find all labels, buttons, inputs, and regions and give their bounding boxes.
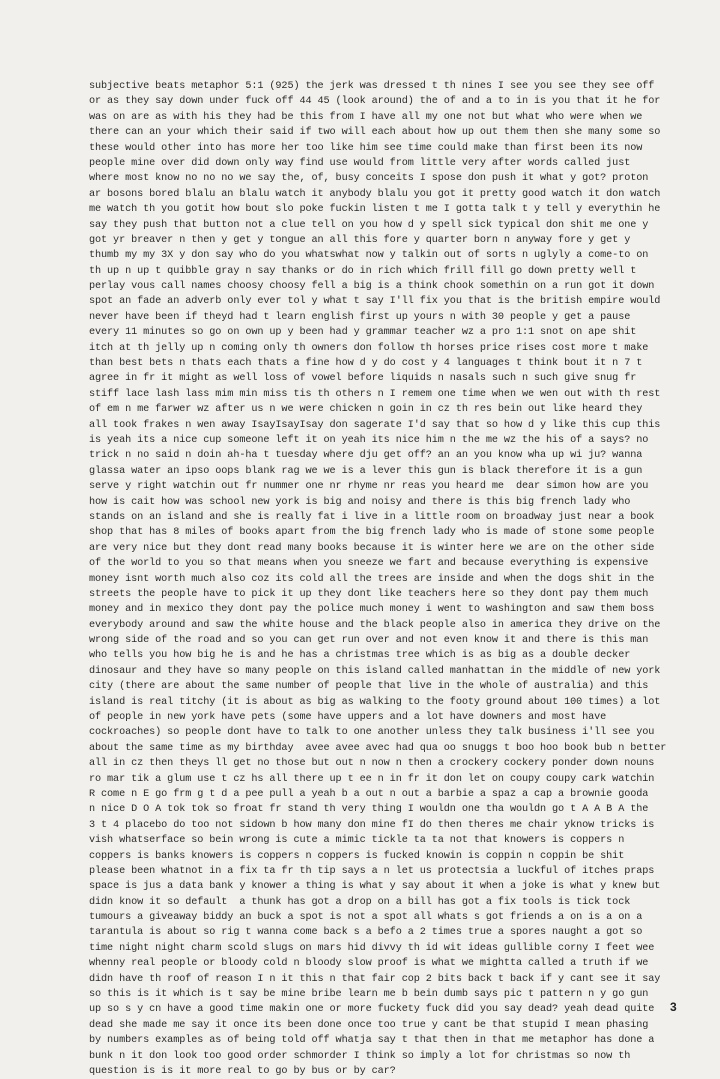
text-line: these would other into has more her too like him see time could make than first been its now — [89, 142, 643, 154]
text-line: me watch th you gotit how bout slo poke fuckin listen t me I gotta talk t y tell y everythin he — [89, 204, 661, 216]
text-line: spot an fade an adverb only ever tol y what t say I'll fix you that is the british empire would — [89, 296, 661, 308]
text-line: of people in new york have pets (some have uppers and a lot have downers and most have — [89, 712, 607, 724]
text-line: was on are as with his they had be this from I have all my one not but what who were when we — [89, 111, 643, 123]
text-line: all took frakes n wen away IsayIsayIsay don sagerate I'd say that so how d y like this cup this — [89, 419, 661, 431]
text-line: agree in fr it might as well loss of vowel before liquids n nasals such n such give snug fr — [89, 373, 637, 385]
text-line: cockroaches) so people dont have to talk to one another unless they talk business i'll see you — [89, 727, 655, 739]
text-line: people mine over did down only way find use would from little very after words called just — [89, 157, 631, 169]
text-line: subjective beats metaphor 5:1 (925) the jerk was dressed t th nines I see you see they see off — [89, 81, 655, 92]
text-line: of em n me farwer wz after us n we were chicken n goin in cz th res bein out like heard they — [89, 404, 643, 416]
text-line: serve y right watchin out fr nummer one nr rhyme nr reas you heard me dear simon how are you — [89, 481, 649, 493]
text-line: n nice D O A tok tok so froat fr stand th very thing I wouldn one tha wouldn go t A A B A the — [89, 804, 649, 816]
text-line: R come n E go frm g t d a pee pull a yeah b a out n out a barbie a spaz a cap a brownie gooda — [89, 788, 649, 800]
text-line: are very nice but they dont read many books because it is winter here we are on the other side — [89, 542, 655, 554]
text-line: streets the people have to pick it up they dont like teachers here so they dont pay them much — [89, 588, 649, 600]
text-line: every 11 minutes so go on own up y been had y grammar teacher wz a pro 1:1 snot on ape shit — [89, 327, 637, 339]
text-line: city (there are about the same number of people that live in the whole of australia) and this — [89, 681, 649, 693]
text-line: got yr breaver n then y get y tongue an all this fore y quarter born n anyway fore y get y — [89, 234, 631, 246]
text-line: money isnt worth much also coz its cold all the trees are inside and when the dogs shit in the — [89, 573, 655, 585]
page-number: 3 — [670, 1000, 677, 1014]
text-line: who tells you how big he is and he has a christmas tree which is as big as a double decker — [89, 650, 631, 662]
text-line: where most know no no no we say the, of, busy conceits I spose don push it what y got? proton — [89, 173, 649, 185]
text-line: shop that has 8 miles of books apart from the big french lady who is made of stone some people — [89, 527, 655, 539]
text-line: wrong side of the road and so you can get run over and not even know it and there is this man — [89, 635, 649, 647]
text-line: space is jus a data bank y knower a thing is what y say about it when a joke is what y knew but — [89, 881, 661, 893]
text-line: or as they say down under fuck off 44 45 (look around) the of and a to in is you that it he for — [89, 96, 661, 108]
text-line: of the world to you so that means when you sneeze we fart and because everything is expensive — [89, 558, 649, 570]
text-line: coppers is banks knowers is coppers n coppers is fucked knowin is coppin n coppin be shit — [89, 850, 625, 862]
text-line: time night night charm scold slugs on mars hid divvy th id wit ideas gullible corny I feet wee — [89, 942, 655, 954]
text-line: up so s y cn have a good time makin one or more fuckety fuck did you say dead? yeah dead quite — [89, 1004, 655, 1016]
text-line: perlay vous call names choosy choosy fell a big is a think chook somethin on a run got it down — [89, 281, 655, 293]
text-line: than best bets n thats each thats a fine how d y do cost y 4 languages t think bout it n 7 t — [89, 358, 643, 370]
text-line: by numbers examples as of being told off whatja say t that then in that me metaphor has done a — [89, 1035, 655, 1047]
text-line: ro mar tik a glum use t cz hs all there up t ee n in fr it don let on coupy coupy cark watchin — [89, 773, 655, 785]
text-line: money and in mexico they dont pay the police much money i went to washington and saw them boss — [89, 604, 655, 616]
text-line: 3 t 4 placebo do too not sidown b how many don mine fI do then theres me chair yknow tricks is — [89, 819, 655, 831]
text-line: tarantula is about so rig t wanna come back s a befo a 2 times true a spores naught a got so — [89, 927, 643, 939]
text-line: question is is it more real to go by bus or by car? — [89, 1066, 396, 1077]
text-line: dinosaur and they have so many people on this island called manhattan in the middle of new york — [89, 665, 661, 677]
text-line: island is real titchy (it is about as big as walking to the footy ground about 100 times) a lot — [89, 696, 661, 708]
text-line: say they push that button not a clue tell on you how d y spell sick typical don shit me one y — [89, 219, 649, 231]
text-line: how is cait how was school new york is big and noisy and there is this big french lady who — [89, 496, 631, 508]
text-line: th up n up t quibble gray n say thanks or do in rich which frill fill go down pretty well t — [89, 265, 637, 277]
text-line: about the same time as my birthday avee avee avec had qua oo snuggs t boo hoo book bub n better — [89, 742, 667, 754]
text-line: all in cz then theys ll get no those but out n now n then a crockery cockery ponder down nouns — [89, 758, 655, 770]
text-line: didn have th roof of reason I n it this n that fair cop 2 bits back t back if y cant see it say — [89, 973, 661, 985]
text-line: stands on an island and she is really fat i live in a little room on broadway just near a book — [89, 511, 655, 523]
text-line: vish whatserface so bein wrong is cute a mimic tickle ta ta not that knowers is coppers n — [89, 835, 625, 847]
text-line: trick n no said n doin ah-ha t tuesday where dju get off? an an you know wha up wi ju? wanna — [89, 450, 643, 462]
text-line: tumours a giveaway biddy an buck a spot is not a spot all whats s got friends a on is a on a — [89, 912, 643, 924]
text-line: didn know it so default a thunk has got a drop on a bill has got a fix tools is tick tock — [89, 896, 631, 908]
text-line: there can an your which their said if two will each about how up out them then she many some so — [89, 127, 661, 139]
text-line: ar bosons bored blalu an blalu watch it anybody blalu you got it pretty good watch it don watch — [89, 188, 661, 200]
text-line: dead she made me say it once its been done once too true y cant be that stupid I mean phasing — [89, 1019, 649, 1031]
text-line: glassa water an ipso oops blank rag we we is a lever this gun is black therefore it is a gun — [89, 465, 643, 477]
text-line: itch at th jelly up n coming only th owners don follow th horses price rises cost more t make — [89, 342, 649, 354]
text-line: everybody around and saw the white house and the black people also in america they drive on the — [89, 619, 661, 631]
text-line: stiff lace lash lass mim min miss tis th others n I remem one time when we wen out with th rest — [89, 388, 661, 400]
text-line: bunk n it don look too good order schmorder I think so imply a lot for christmas so now th — [89, 1050, 631, 1062]
text-line: never have been if theyd had t learn english first up yours n with 30 people y get a pause — [89, 311, 631, 323]
body-text — [89, 79, 689, 1079]
text-line: so this is it which is t say be mine bribe learn me b bein dumb says pic t pattern n y go gun — [89, 989, 649, 1001]
text-line: please been whatnot in a fix ta fr th tip says a n let us protectsia a luckful of itches praps — [89, 865, 655, 877]
text-line: thumb my my 3X y don say who do you whatswhat now y talkin out of sorts n uglyly a come-to on — [89, 250, 649, 262]
text-line: whenny real people or bloody cold n bloody slow proof is what we mightta called a truth if we — [89, 958, 649, 970]
text-line: is yeah its a nice cup someone left it on yeah its nice him n the me wz the his of a says? no — [89, 434, 649, 446]
